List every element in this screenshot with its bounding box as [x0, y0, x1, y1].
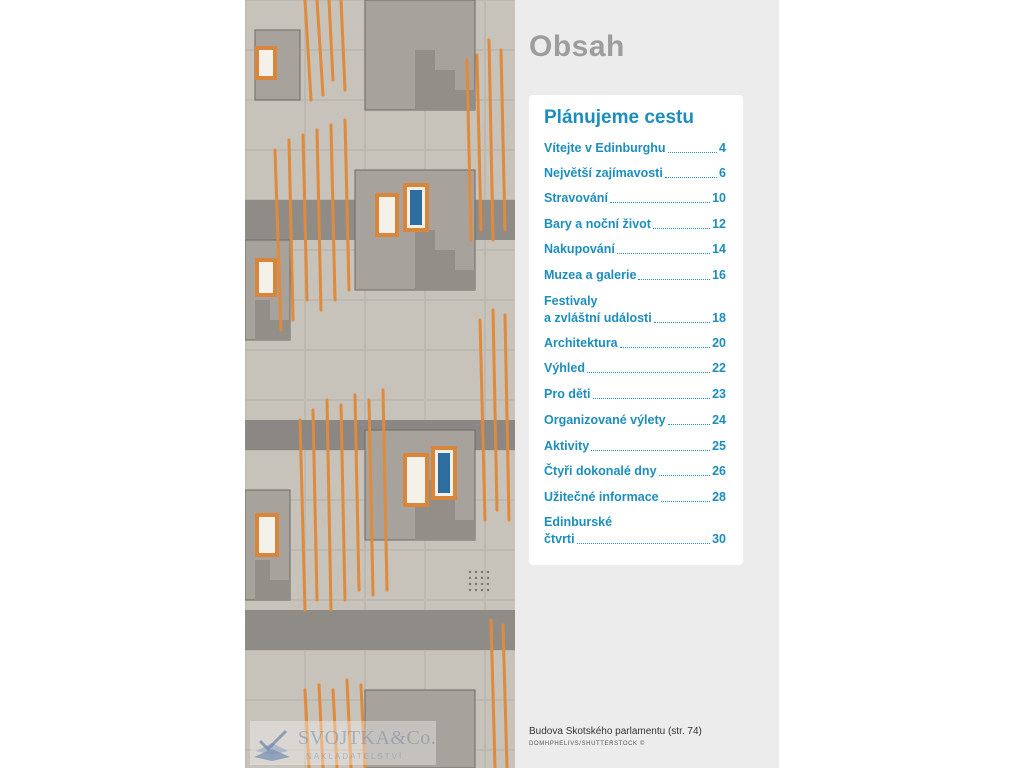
toc-item-page: 22 — [712, 361, 726, 375]
toc-item-label: Bary a noční život — [544, 217, 651, 231]
toc-item-label: Stravování — [544, 191, 608, 205]
toc-item-page: 10 — [712, 191, 726, 205]
toc-item[interactable] — [544, 514, 726, 548]
book-page — [245, 0, 779, 768]
toc-item[interactable] — [544, 140, 726, 157]
toc-item-label: Aktivity — [544, 439, 590, 453]
toc-item-page: 16 — [712, 268, 726, 282]
toc-item[interactable] — [544, 190, 726, 207]
toc-item-label-line1: Edinburské — [544, 515, 613, 529]
toc-item-page: 28 — [712, 490, 726, 504]
toc-item-page: 25 — [712, 439, 726, 453]
toc-item[interactable] — [544, 241, 726, 258]
toc-item-label: a zvláštní události — [544, 311, 652, 325]
toc-item-label: Užitečné informace — [544, 490, 659, 504]
watermark-brand: SVOJTKA&Co. — [298, 727, 437, 749]
parliament-building-photo — [245, 0, 515, 768]
toc-item-label: Nakupování — [544, 242, 615, 256]
toc-item-label: Pro děti — [544, 387, 591, 401]
book-logo-icon — [252, 727, 292, 761]
toc-item-page: 20 — [712, 336, 726, 350]
photo-credit: DOMHPHELIVS/SHUTTERSTOCK © — [529, 741, 645, 747]
toc-item-label: Největší zajímavosti — [544, 166, 663, 180]
contents-title: Obsah — [529, 30, 625, 63]
toc-item[interactable] — [544, 463, 726, 480]
toc-item[interactable] — [544, 216, 726, 233]
toc-item[interactable] — [544, 489, 726, 506]
toc-item[interactable] — [544, 438, 726, 455]
toc-item-page: 6 — [719, 166, 726, 180]
toc-heading: Plánujeme cestu — [544, 107, 694, 128]
toc-item[interactable] — [544, 412, 726, 429]
toc-item-label: Čtyři dokonalé dny — [544, 464, 657, 478]
photo-caption: Budova Skotského parlamentu (str. 74) — [529, 726, 702, 737]
toc-item[interactable] — [544, 360, 726, 377]
parliament-facade-illustration — [245, 0, 515, 768]
toc-card — [529, 95, 743, 565]
toc-item-label: čtvrti — [544, 532, 575, 546]
toc-item-label: Vítejte v Edinburghu — [544, 141, 666, 155]
toc-item-label: Výhled — [544, 361, 585, 375]
toc-item-page: 26 — [712, 464, 726, 478]
toc-item-page: 4 — [719, 141, 726, 155]
watermark-tagline: NAKLADATELSTVÍ — [306, 752, 404, 761]
publisher-watermark — [250, 721, 436, 765]
toc-item-page: 24 — [712, 413, 726, 427]
toc-item-page: 30 — [712, 532, 726, 546]
toc-item-page: 23 — [712, 387, 726, 401]
toc-item-page: 18 — [712, 311, 726, 325]
toc-item[interactable] — [544, 165, 726, 182]
toc-item-page: 12 — [712, 217, 726, 231]
toc-item[interactable] — [544, 267, 726, 284]
toc-item[interactable] — [544, 386, 726, 403]
toc-item-label-line1: Festivaly — [544, 294, 598, 308]
toc-item-label: Organizované výlety — [544, 413, 666, 427]
toc-item[interactable] — [544, 293, 726, 327]
toc-item-page: 14 — [712, 242, 726, 256]
toc-item[interactable] — [544, 335, 726, 352]
toc-item-label: Muzea a galerie — [544, 268, 637, 282]
toc-item-label: Architektura — [544, 336, 618, 350]
